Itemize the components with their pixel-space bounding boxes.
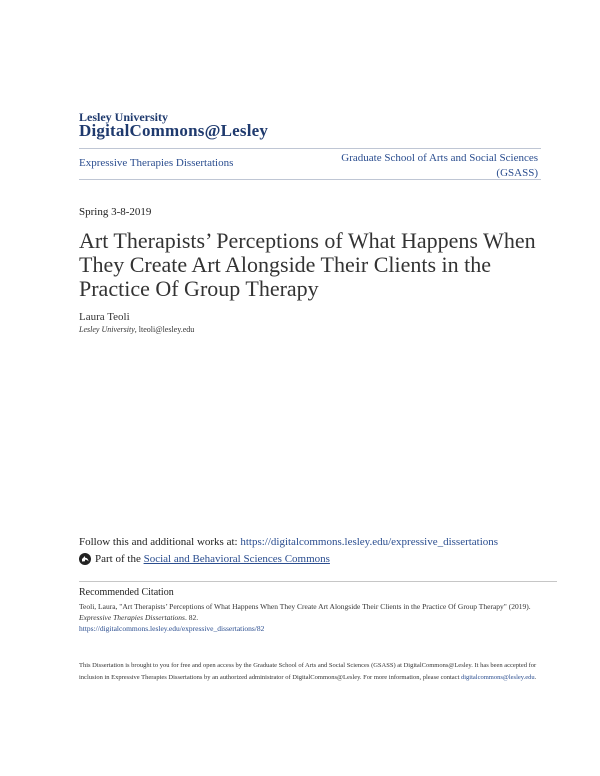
header-rule-top	[79, 148, 541, 149]
share-icon	[79, 553, 91, 565]
citation-text-end: . 82.	[184, 613, 199, 622]
part-of-line	[79, 553, 330, 565]
part-of-label: Part of the	[95, 553, 141, 565]
repository-name[interactable]: DigitalCommons@Lesley	[79, 121, 269, 140]
header-rule-bottom	[79, 179, 541, 180]
affiliation-email: , lteoli@lesley.edu	[134, 325, 195, 334]
citation-heading: Recommended Citation	[79, 587, 174, 598]
follow-line	[79, 536, 498, 548]
footer-email-link[interactable]: digitalcommons@lesley.edu	[461, 674, 535, 681]
paper-title: Art Therapists’ Perceptions of What Happens When They Create Art Alongside Their Clients in the Practice Of Group Therapy	[79, 228, 536, 301]
footer-text: This Dissertation is brought to you for free and open access by the Graduate School of Arts and Social Sciences (GSASS) at DigitalCommons@Lesley. It has been accepted for inclusion in Expressive Therapies Dissertations by an authorized administrator of DigitalCommons@Lesley. For more information, please contact	[79, 662, 537, 681]
citation-journal: Expressive Therapies Dissertations	[79, 613, 185, 622]
part-of-link[interactable]: Social and Behavioral Sciences Commons	[143, 553, 330, 565]
author-name: Laura Teoli	[79, 311, 130, 323]
collection-link[interactable]: Expressive Therapies Dissertations	[79, 157, 234, 169]
citation-text	[79, 601, 549, 634]
school-link[interactable]: Graduate School of Arts and Social Sciences (GSASS)	[341, 152, 538, 179]
publication-date: Spring 3-8-2019	[79, 206, 152, 218]
author-affiliation	[79, 325, 194, 334]
footer-end: .	[534, 674, 537, 681]
follow-label: Follow this and additional works at:	[79, 536, 241, 548]
footer-notice	[79, 660, 539, 684]
affiliation-institution: Lesley University	[79, 325, 135, 334]
citation-rule	[79, 581, 557, 582]
citation-text-start: Teoli, Laura, "Art Therapists’ Perceptions of What Happens When They Create Art Alongside Their Clients in the Practice Of Group Therapy" (2019).	[79, 602, 531, 611]
follow-url-link[interactable]: https://digitalcommons.lesley.edu/expressive_dissertations	[240, 536, 499, 548]
citation-url-link[interactable]: https://digitalcommons.lesley.edu/expressive_dissertations/82	[79, 624, 265, 633]
university-name: Lesley University	[79, 110, 168, 124]
